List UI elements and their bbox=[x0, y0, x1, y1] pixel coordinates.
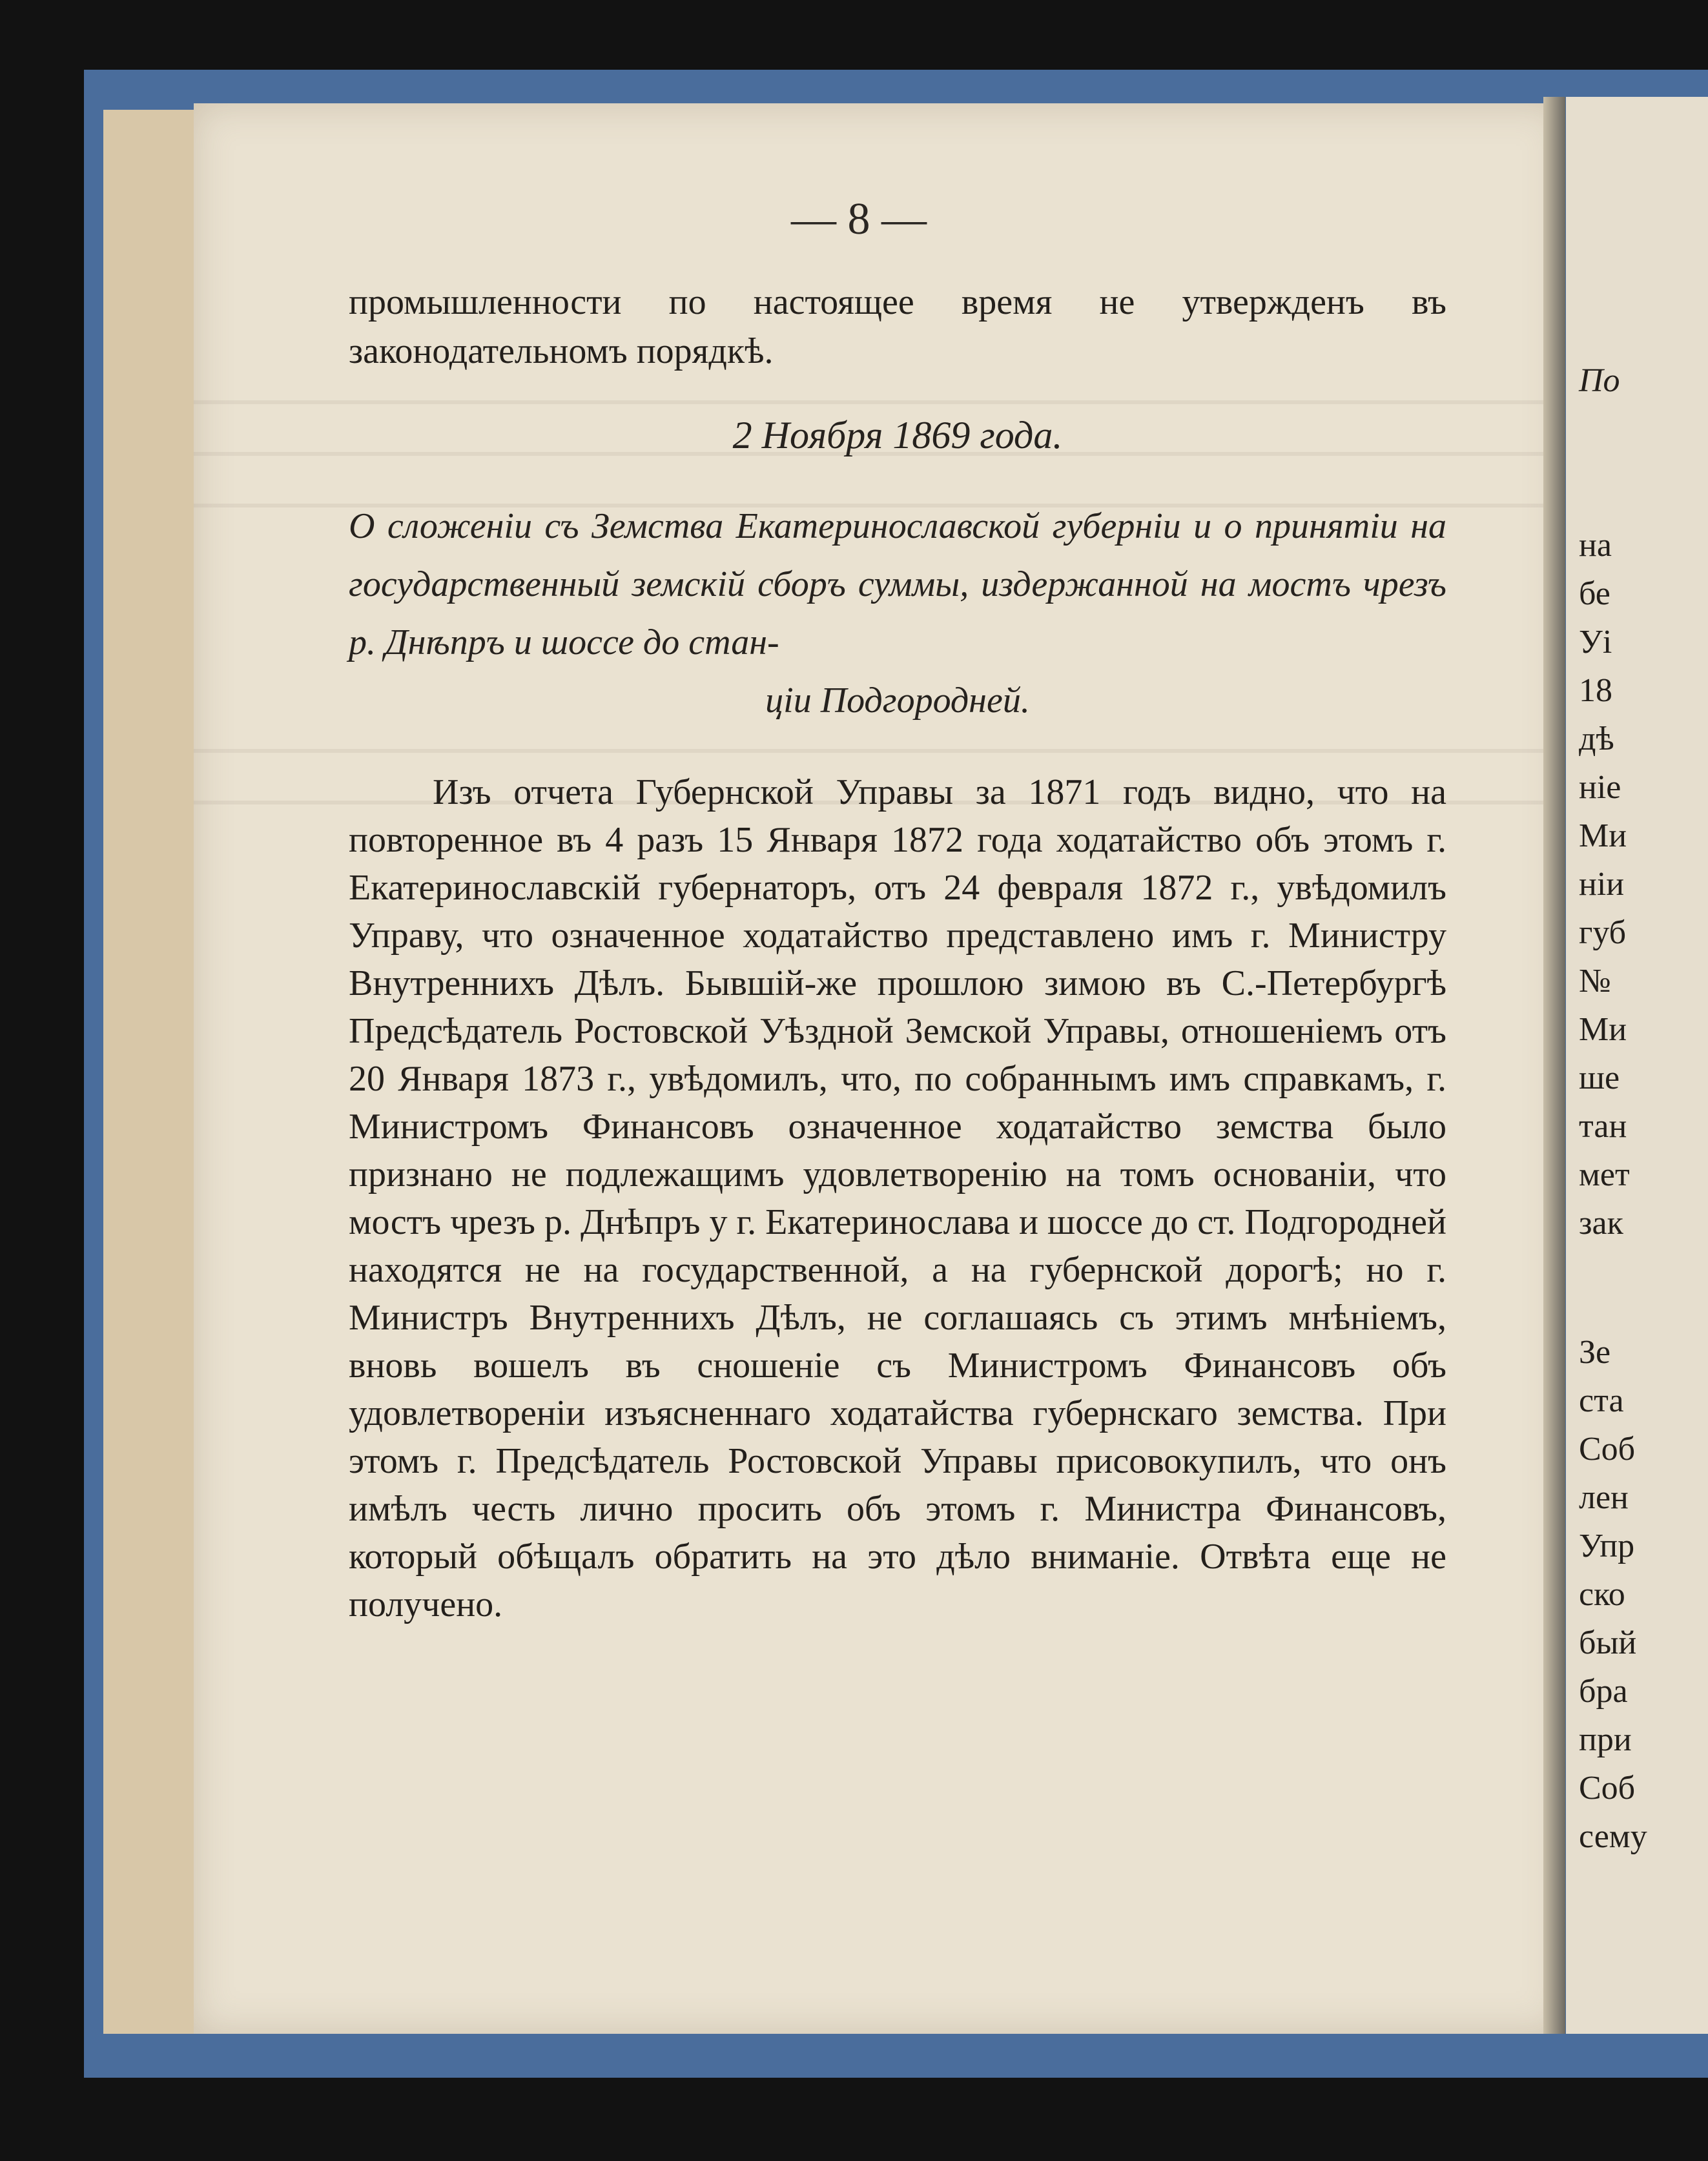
book-gutter bbox=[1543, 97, 1565, 2034]
date-heading: 2 Ноября 1869 года. bbox=[732, 414, 1063, 456]
next-page-fragment: бе bbox=[1579, 575, 1610, 612]
next-page-fragment: мет bbox=[1579, 1156, 1630, 1193]
next-page-fragment: ше bbox=[1579, 1060, 1620, 1096]
next-page-fragment: на bbox=[1579, 527, 1612, 564]
section-title-main: О сложеніи съ Земства Екатеринославской губерніи и о принятіи на государственный земскій сборъ суммы, издержанной на мостъ чрезъ р. Днѣпръ и шоссе до стан- bbox=[349, 506, 1446, 662]
book-binding bbox=[103, 110, 200, 2034]
next-page-fragment: губ bbox=[1579, 914, 1627, 951]
next-page-fragment: ста bbox=[1579, 1382, 1624, 1419]
continuation-text: промышленности по настоящее время не утвержденъ въ законодательномъ порядкѣ. bbox=[349, 282, 1446, 371]
next-page-fragment: сему bbox=[1579, 1818, 1647, 1855]
section-title-last: ціи Подгородней. bbox=[765, 681, 1030, 721]
next-page-fragment: ско bbox=[1579, 1576, 1625, 1613]
next-page-fragment: бра bbox=[1579, 1673, 1628, 1710]
next-page-fragment: при bbox=[1579, 1721, 1632, 1758]
next-page-fragment: № bbox=[1579, 963, 1611, 999]
next-page-fragment: По bbox=[1579, 362, 1620, 399]
next-page-fragment: 18 bbox=[1579, 672, 1612, 709]
next-page-fragment: Ми bbox=[1579, 1011, 1627, 1048]
next-page-fragment: Ми bbox=[1579, 817, 1627, 854]
next-page-fragment: лен bbox=[1579, 1479, 1629, 1516]
next-page-fragment: бый bbox=[1579, 1624, 1637, 1661]
page-number: — 8 — bbox=[791, 194, 927, 244]
next-page-fragment: тан bbox=[1579, 1108, 1627, 1145]
body-paragraph: Изъ отчета Губернской Управы за 1871 годъ видно, что на повторенное въ 4 разъ 15 Января 1872 года ходатайство объ этомъ г. Екатеринославскій губернаторъ, отъ 24 февраля 1872 г., увѣдомилъ Управу, что означенное ходатайство представлено имъ г. Министру Внутреннихъ Дѣлъ. Бывшій-же прошлою зимою въ С.-Петербургѣ Предсѣдатель Ростовской Уѣздной Земской Управы, отношеніемъ отъ 20 Января 1873 г., увѣдомилъ, что, по собраннымъ имъ справкамъ, г. Министромъ Финансовъ означенное ходатайство земства было признано не подлежащимъ удовлетворенію на томъ основаніи, что мостъ чрезъ р. Днѣпръ у г. Екатеринослава и шоссе до ст. Подгородней находятся не на государственной, а на губернской дорогѣ; но г. Министръ Внутреннихъ Дѣлъ, не соглашаясь съ этимъ мнѣніемъ, вновь вошелъ въ сношеніе съ Министромъ Финансовъ объ удовлетвореніи изъясненнаго ходатайства губернскаго земства. При этомъ г. Предсѣдатель Ростовской Управы присовокупилъ, что онъ имѣлъ честь лично просить объ этомъ г. Министра Финансовъ, который обѣщалъ обратить на это дѣло вниманіе. Отвѣта еще не получено. bbox=[349, 772, 1446, 1624]
next-page-fragment: Соб bbox=[1579, 1431, 1636, 1468]
section-title bbox=[349, 497, 1446, 730]
next-page-fragment: Упр bbox=[1579, 1528, 1635, 1564]
next-page-fragment: Соб bbox=[1579, 1770, 1636, 1807]
next-page-fragment: зак bbox=[1579, 1205, 1623, 1242]
next-page-fragment: дѣ bbox=[1579, 721, 1614, 757]
next-page-fragment: ніе bbox=[1579, 769, 1621, 806]
next-page-fragment: Уі bbox=[1579, 624, 1612, 661]
next-page-fragment: ніи bbox=[1579, 866, 1625, 903]
next-page-fragment: Зе bbox=[1579, 1334, 1611, 1371]
